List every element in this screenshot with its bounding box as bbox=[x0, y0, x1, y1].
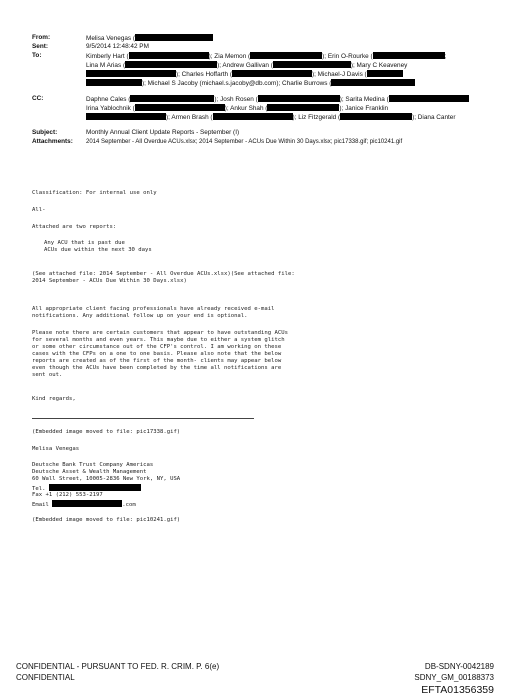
to-line-2: Lina M Arias ( ); Andrew Gallivan ( ); Mary C Keaveney bbox=[86, 62, 408, 69]
redaction-box bbox=[86, 79, 142, 86]
sent-label: Sent: bbox=[32, 43, 48, 50]
attached-intro: Attached are two reports: bbox=[32, 224, 117, 230]
redaction-box bbox=[86, 113, 166, 120]
redaction-box bbox=[49, 484, 141, 491]
signature-tel: Tel. bbox=[32, 484, 141, 493]
paragraph-2-line-6: even though the ACUs have been completed by the time all notifications are bbox=[32, 365, 282, 371]
embedded-image-note-1: (Embedded image moved to file: pic17338.gif) bbox=[32, 429, 181, 435]
embedded-image-note-2: (Embedded image moved to file: pic10241.gif) bbox=[32, 517, 181, 523]
to-line-3: ); Charles Hoffarth ( ); Michael-J Davis ( bbox=[86, 70, 403, 79]
redaction-box bbox=[367, 70, 403, 77]
signature-name: Melisa Venegas bbox=[32, 446, 80, 452]
signature-divider bbox=[32, 418, 254, 419]
paragraph-2-line-1: Please note there are certain customers that appear to have outstanding ACUs bbox=[32, 330, 288, 336]
to-line-1: Kimberly Hart ( ); Zia Memon ( ); Erin O-Rourke ( ; bbox=[86, 53, 447, 60]
paragraph-2-line-2: for several months and even years. This maybe due to either a system glitch bbox=[32, 337, 285, 343]
redaction-box bbox=[258, 95, 340, 102]
redaction-box bbox=[250, 52, 322, 59]
report-item-1: Any ACU that is past due bbox=[44, 240, 125, 246]
paragraph-2-line-7: sent out. bbox=[32, 372, 63, 378]
confidential-notice: CONFIDENTIAL - PURSUANT TO FED. R. CRIM. P. 6(e) bbox=[16, 662, 220, 671]
paragraph-2-line-5: reports are created as of the first of the month- clients may appear below bbox=[32, 358, 282, 364]
attachments-value: 2014 September - All Overdue ACUs.xlsx; 2014 September - ACUs Due Within 30 Days.xlsx; pic17338.gif; pic10241.gif bbox=[86, 139, 403, 145]
paragraph-1-line-2: notifications. Any additional follow up on your end is optional. bbox=[32, 313, 248, 319]
paragraph-2-line-4: cases with the CFPs on a one to one basis. Please also note that the below bbox=[32, 351, 282, 357]
redaction-box bbox=[273, 61, 351, 68]
redaction-box bbox=[130, 95, 214, 102]
redaction-box bbox=[52, 500, 122, 507]
paragraph-1-line-1: All appropriate client facing professionals have already received e-mail bbox=[32, 306, 275, 312]
signature-address: 60 Wall Street, 10005-2836 New York, NY, USA bbox=[32, 476, 181, 482]
redaction-box bbox=[125, 61, 217, 68]
greeting: All- bbox=[32, 207, 46, 213]
redaction-box bbox=[340, 113, 412, 120]
classification-line: Classification: For internal use only bbox=[32, 190, 157, 196]
redaction-box bbox=[135, 104, 225, 111]
redaction-box bbox=[135, 34, 213, 41]
signature-division: Deutsche Asset & Wealth Management bbox=[32, 469, 147, 475]
from-label: From: bbox=[32, 34, 51, 41]
see-attached-line-1: (See attached file: 2014 September - All Overdue ACUs.xlsx)(See attached file: bbox=[32, 271, 295, 277]
redaction-box bbox=[232, 70, 312, 77]
signature-company: Deutsche Bank Trust Company Americas bbox=[32, 462, 154, 468]
bates-number-2: SDNY_GM_00188373 bbox=[414, 673, 494, 682]
signature-fax: Fax +1 (212) 553-2197 bbox=[32, 492, 103, 498]
redaction-box bbox=[331, 79, 415, 86]
to-line-4: ); Michael S Jacoby (michael.s.jacoby@db.com); Charlie Burrows ( bbox=[86, 79, 415, 88]
redaction-box bbox=[129, 52, 209, 59]
paragraph-2-line-3: or some other circumstance out of the CFP's control. I am working on these bbox=[32, 344, 282, 350]
to-label: To: bbox=[32, 52, 42, 59]
redaction-box bbox=[373, 52, 445, 59]
report-item-2: ACUs due within the next 30 days bbox=[44, 247, 152, 253]
subject-label: Subject: bbox=[32, 129, 58, 136]
bates-number-1: DB-SDNY-0042189 bbox=[424, 662, 494, 671]
cc-line-3: ); Armen Brash ( ); Liz Fitzgerald ( ); Diana Canter bbox=[86, 113, 455, 122]
sent-value: 9/5/2014 12:48:42 PM bbox=[86, 43, 149, 50]
redaction-box bbox=[267, 104, 339, 111]
cc-label: CC: bbox=[32, 95, 44, 102]
redaction-box bbox=[213, 113, 293, 120]
signature-email: Email .com bbox=[32, 502, 136, 508]
confidential-label: CONFIDENTIAL bbox=[16, 673, 75, 682]
subject-value: Monthly Annual Client Update Reports - September (I) bbox=[86, 129, 240, 136]
cc-line-1: Daphne Cales ( ); Josh Rosen ( ); Sarita Medina ( bbox=[86, 95, 469, 104]
cc-line-2: Irina Yablochnik ( ); Ankur Shah ( ); Janice Franklin bbox=[86, 105, 389, 112]
from-value: Melisa Venegas ( bbox=[86, 34, 213, 43]
see-attached-line-2: 2014 September - ACUs Due Within 30 Days.xlsx) bbox=[32, 278, 187, 284]
closing-line: Kind regards, bbox=[32, 396, 76, 402]
redaction-box bbox=[389, 95, 469, 102]
redaction-box bbox=[86, 70, 176, 77]
efta-number: EFTA01356359 bbox=[421, 684, 494, 696]
attachments-label: Attachments: bbox=[32, 138, 73, 145]
